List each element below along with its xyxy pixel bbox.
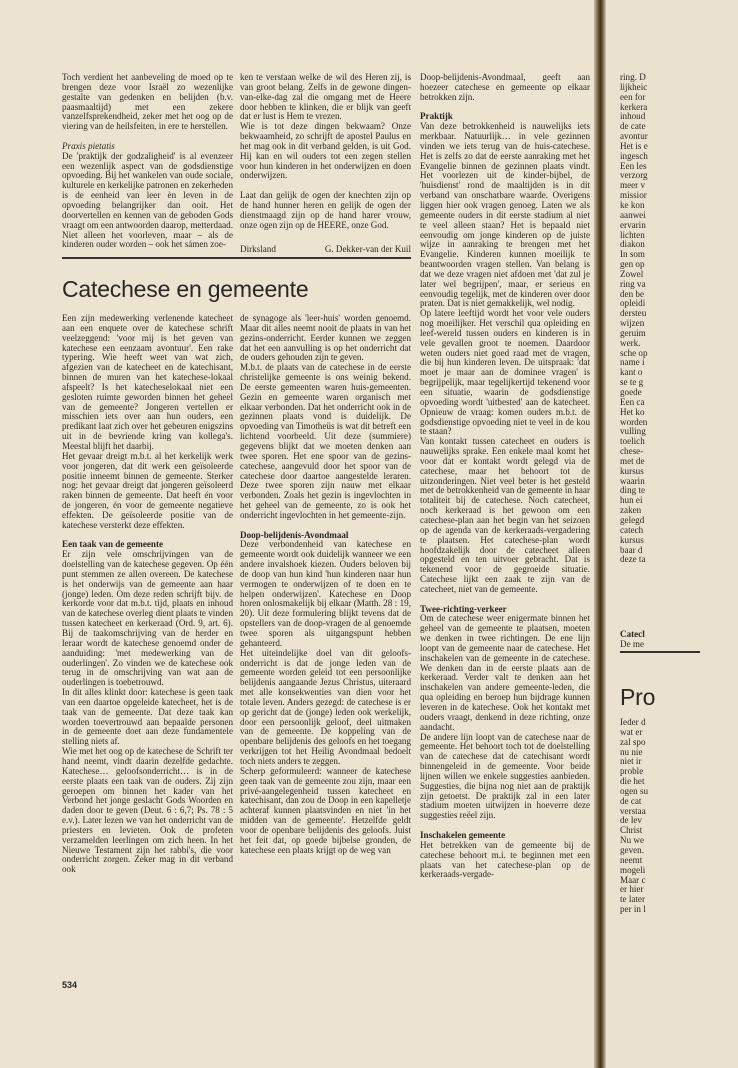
text-line-fragment: zaken (620, 506, 642, 516)
text-line-fragment: werk. (620, 338, 641, 348)
text-line-fragment: sche op (620, 348, 648, 358)
text-line-fragment: die het (620, 777, 645, 787)
article-column-3 (420, 73, 590, 880)
text-line-fragment: chese- (620, 447, 644, 457)
text-line-fragment: er hier (620, 885, 644, 895)
paragraph: Deze verbondenheid van katechese en gemeente wordt ook duidelijk wanneer we een andere invalshoek kiezen. Ouders beloven bij de doop van hun kind 'hun kinderen naar hun vermogen te onderwijzen of te doen en te helpen onderwijzen'. Katechese en Doop horen onlosmakelijk bij elkaar (Matth. 28 : 19, 20). Uit deze formulering blijkt tevens dat de opstellers van de doop-vragen de al genoemde twee sporen als uitgangspunt hebben gehanteerd. (240, 539, 411, 648)
text-line-fragment: den be (620, 289, 644, 299)
book-binding (594, 0, 606, 1068)
signature-place: Dirksland (240, 244, 276, 254)
text-line-fragment: kursus (620, 535, 644, 545)
paragraph: Op latere leeftijd wordt het voor vele ouders nog moeilijker. Het verschil qua opleiding en leef-wereld tussen ouders en kinderen is in vele gevallen groot te noemen. Daardoor weten ouders niet goed raad met de vragen, die bij hun kinderen leven. De uitspraak: 'dat moet je maar aan de dominee vragen' is begrijpelijk, maar tegelijkertijd tekenend voor een situatie, waarin de godsdienstige opvoeding wordt 'uitbested' aan de katecheet. Opnieuw de vraag: komen ouders m.b.t. de godsdienstige opvoeding niet te veel in de kou te staan? (420, 308, 590, 437)
paragraph: Van deze betrokkenheid is nauwelijks iets merkbaar. Natuurlijk… in vele gezinnen vinden we iets terug van de huis-catechese. Het is zelfs zo dat de eerste aanraking met het Evangelie binnen de gezinnen plaats vindt. Het voorlezen uit de kinder-bijbel, de 'huisdienst' rond de maaltijden is in dit verband van onschatbare waarde. Overigens liggen hier ook vragen genoeg. Laten we als gemeente ouders in dit eerste stadium al niet te veel alleen staan? Het is bepaald niet eenvoudig om jonge kinderen op de juiste wijze in aanraking te brengen met het Evangelie. Kinderen kunnen moeilijk te beantwoorden vragen stellen. Van belang is dat we deze vragen niet afdoen met 'dat zul je later wel begrijpen', maar, er serieus en eenvoudig tegelijk, met de kinderen over door praten. Dat is niet gemakkelijk, wel nodig. (420, 121, 590, 309)
section-heading: Doop-belijdenis-Avondmaal (240, 529, 349, 540)
text-line-fragment: baar d (620, 545, 643, 555)
text-line-fragment: worden (620, 417, 648, 427)
text-line-fragment: lijkheic (620, 82, 648, 92)
right-page-title-fragment: Pro (620, 684, 656, 710)
paragraph: ken te verstaan welke de wil des Heren zij, is van groot belang. Zelfs in de gewone dingen-van-elke-dag zal die omgang met de Heere door hebben te klinken, die er blijk van geeft dat er lust is Hem te vrezen. (240, 72, 411, 122)
paragraph: Doop-belijdenis-Avondmaal, geeft aan hoezeer catechese en gemeente op elkaar betrokken zijn. (420, 72, 590, 102)
text-line-fragment: toelich (620, 437, 645, 447)
paragraph: de synagoge als 'leer-huis' worden genoemd. Maar dit alles neemt nooit de plaats in van het gezins-onderricht. Eerder kunnen we zeggen dat het een aanvulling is op het onderricht dat de ouders gehouden zijn te geven. (240, 313, 411, 363)
text-line-fragment: catech (620, 525, 644, 535)
text-line-fragment: neemt (620, 855, 643, 865)
text-line-fragment: wijzen (620, 319, 645, 329)
paragraph: Het betrekken van de gemeente bij de catechese behoort m.i. te beginnen met een plaats van het catechese-plan op de kerkeraads-vergade- (420, 839, 590, 880)
paragraph: Wie is tot deze dingen bekwaam? Onze bekwaamheid, zo schrijft de apostel Paulus en het mag ook in dit verband gelden, is uit God. Hij kan en wil ouders tot een zegen stellen voor hun kinderen in het onderwijzen en doen onderwijzen. (240, 121, 411, 181)
paragraph: Wie met het oog op de katechese de Schrift ter hand neemt, vindt daarin dezelfde gedachte. Katechese… geloofsonderricht… is in de eerste plaats een taak van de ouders. Zij zijn geroepen om binnen het kader van het Verbond het jonge geslacht Gods Woorden en daden door te geven (Deut. 6 : 6,7; Ps. 78 : 5 e.v.). Later lezen we van het onderricht van de priesters en levieten. Ook de profeten verzamelden leerlingen om zich heen. In het Nieuwe Testament zijn het rabbi's, die voor onderricht zorgen. Zeker mag in dit verband ook (62, 746, 233, 875)
text-line-fragment: proble (620, 767, 644, 777)
article-column-1 (62, 314, 233, 875)
section-heading: Een taak van de gemeente (62, 539, 164, 550)
text-line-fragment: ingesch (620, 151, 648, 161)
text-line-fragment: geven. (620, 845, 644, 855)
text-line-fragment: kant o (620, 368, 643, 378)
signature-author: G. Dekker-van der Kuil (324, 244, 411, 254)
text-line-fragment: opleidi (620, 299, 646, 309)
article-column-2 (240, 314, 411, 855)
section-heading: Praxis pietatis (62, 140, 115, 151)
text-line-fragment: diakon (620, 240, 645, 250)
text-line-fragment: In som (620, 250, 646, 260)
text-line-fragment: Maar c (620, 875, 646, 885)
text-line-fragment: goede (620, 388, 642, 397)
text-line-fragment: Een les (620, 161, 647, 171)
text-line-fragment: zal spo (620, 737, 646, 747)
text-line-fragment: Een ca (620, 397, 645, 407)
right-page-bottom-fragment (620, 718, 695, 915)
section-divider (62, 257, 411, 259)
text-line-fragment: Het ko (620, 407, 645, 417)
text-line-fragment: met de (620, 456, 645, 466)
text-line-fragment: ke kon (620, 200, 645, 210)
text-line-fragment: Zowel (620, 269, 644, 279)
section-heading: Twee-richting-verkeer (420, 603, 507, 614)
text-line-fragment: Ieder d (620, 718, 646, 727)
signature (240, 245, 411, 255)
section-heading: Inschakelen gemeente (420, 829, 506, 840)
text-line-fragment: nu nie (620, 747, 643, 757)
text-line-fragment: ding te (620, 486, 646, 496)
text-line-fragment: ring va (620, 279, 646, 289)
paragraph: Scherp geformuleerd: wanneer de katechese geen taak van de gemeente zou zijn, maar een privé-aangelegenheid tussen katecheet en katechisant, dan zou de Doop in een kapelletje achteraf kunnen plaatsvinden en niet 'in het midden van de gemeente'. Hetzelfde geldt voor de openbare belijdenis des geloofs. Juist het feit dat, op goede bijbelse gronden, de katechese een plaats krijgt op de weg van (240, 765, 411, 855)
text-line-fragment: de cat (620, 796, 642, 806)
text-line-fragment: geruim (620, 328, 646, 338)
paragraph-gap (240, 231, 411, 241)
subheading-line-fragment: De me (620, 639, 644, 649)
subheading-fragment: Catecl (620, 630, 645, 639)
text-line-fragment: gen op (620, 260, 645, 270)
paragraph: Het gevaar dreigt m.b.t. al het kerkelijk werk voor jongeren, dat dit werk een geïsoleerde positie inneemt binnen de gemeente. Sterker nog: het gevaar dreigt dat jongeren geïsoleerd raken binnen de gemeente. Dat heeft én voor de jongeren, én voor de gemeente negatieve effekten. De geïsoleerde positie van de katechese versterkt deze effekten. (62, 450, 233, 530)
text-line-fragment: se te g (620, 378, 644, 388)
text-line-fragment: Het is e (620, 141, 648, 151)
paragraph: In dit alles klinkt door: katechese is geen taak van een daartoe opgeleide katecheet, het is de taak van de gemeente. Dat deze taak kan worden toevertrouwd aan bepaalde personen in de gemeente doet aan deze fundamentele stelling niets af. (62, 687, 233, 747)
text-line-fragment: een for (620, 92, 646, 102)
text-line-fragment: Christ (620, 826, 643, 836)
text-line-fragment: inhoud (620, 112, 646, 122)
text-line-fragment: lichten (620, 230, 645, 240)
paragraph: Laat dan gelijk de ogen der knechten zijn op de hand hunner heren en gelijk de ogen der dienstmaagd zijn op de hand harer vrouw, onze ogen zijn op de HEERE, onze God. (240, 190, 411, 230)
paragraph: Om de catechese weer enigermate binnen het geheel van de gemeente te plaatsen, moeten we denken in twee richtingen. De ene lijn loopt van de gemeente naar de catechese. Het inschakelen van de gemeente in de catechese. We denken dan in de eerste plaats aan de kerkeraad. Verder valt te denken aan het inschakelen van andere gemeente-leden, die qua opleiding en beroep hun bijdrage kunnen leveren in de katechese. Ook het kontakt met ouders vraagt, denkend in deze richting, onze aandacht. (420, 613, 590, 732)
text-line-fragment: avontur (620, 132, 648, 142)
text-line-fragment: meer v (620, 181, 645, 191)
text-line-fragment: niet ir (620, 757, 642, 767)
text-line-fragment: de lev (620, 816, 642, 826)
paragraph: Van kontakt tussen catecheet en ouders is nauwelijks sprake. Een enkele maal komt het voor dat er kontakt wordt gelegd via de catechese, maar het behoort tot de uitzonderingen. Niet veel beter is het gesteld met de betrokkenheid van de gemeente in haar totaliteit bij de catechese. Noch catecheet, noch kerkeraad is het gewoon om een catechese-plan aan het begin van het seizoen op de agenda van de kerkeraads-vergadering te plaatsen. Het catechese-plan wordt hoofdzakelijk door de catecheet alleen opgesteld en ten uitvoer gebracht. Dat is tekenend voor de gegroeide situatie. Catechese lijkt een zaak te zijn van de catecheet, niet van de gemeente. (420, 436, 590, 594)
text-line-fragment: waarin (620, 476, 645, 486)
text-line-fragment: kursus (620, 466, 644, 476)
text-line-fragment: name i (620, 358, 645, 368)
text-line-fragment: te later (620, 895, 645, 905)
paragraph: M.b.t. de plaats van de catechese in de eerste christelijke gemeente is ons weinig bekend. De eerste gemeenten waren huis-gemeenten. Gezin en gemeente waren organisch met elkaar verbonden. Dat het onderricht ook in de gezinnen plaats vond is duidelijk. De opvoeding van Timotheüs is wat dit betreft een lichtend voorbeeld. Uit deze (summiere) gegevens blijkt dat we moeten denken aan twee sporen. Het ene spoor van de gezins-catechese, aangevuld door het spoor van de catechese door daartoe aangestelde leraren. Deze twee sporen zijn nauw met elkaar verbonden. Zoals het gezin is ingevlochten in het geheel van de gemeente, zo is ook het onderricht ingevlochten in het gemeente-zijn. (240, 362, 411, 520)
text-line-fragment: ervarin (620, 220, 646, 230)
section-heading: Praktijk (420, 111, 453, 122)
page-number: 534 (62, 980, 78, 990)
text-line-fragment: hun ei (620, 496, 643, 506)
paragraph: Het uiteindelijke doel van dit geloofs-onderricht is dat de jonge leden van de gemeente worden geleid tot een persoonlijke belijdenis aangaande Jezus Christus, uiteraard met alle konsekwenties van dien voor het totale leven. Anders gezegd: de catechese is er op gericht dat de (jonge) leden ook werkelijk, door een persoonlijk geloof, deel uitmaken van de gemeente. De koppeling van de openbare belijdenis des geloofs en het toegang verkrijgen tot het Heilig Avondmaal bedoelt toch niets anders te zeggen. (240, 647, 411, 766)
paragraph: De 'praktijk der godzaligheid' is al evenzeer een wezenlijk aspect van de godsdienstige opvoeding. Bij het wankelen van oude sociale, kulturele en kerkelijke patronen en zekerheden is de eenheid van leer èn leven in de opvoeding belangrijker dan ooit. Het doorvertellen en kennen van de geboden Gods vraagt om een antwoorden daarop, metterdaad. Niet alleen het voorleven, maar – als de kinderen ouder worden – ook het sámen zoe- (62, 150, 233, 250)
intro-column-2 (240, 73, 411, 240)
paragraph: De andere lijn loopt van de catechese naar de gemeente. Het behoort toch tot de doelstelling van de catechese dat de catechisant wordt binnengeleid in de gemeente. Voor beide lijnen willen we enkele suggesties aanbieden. Suggesties, die bijna nog niet aan de praktijk zijn getoetst. De praktijk zal in een later stadium moeten uitwijzen in hoeverre deze suggesties reëel zijn. (420, 731, 590, 821)
text-line-fragment: deze ta (620, 555, 646, 565)
paragraph: Een zijn medewerking verlenende katecheet aan een enquete over de katechese schrift veelzeggend: 'voor mij is het geven van katechese een eenzaam avontuur'. Een rake typering. Wie heeft weet van wat zich, afgezien van de katecheet en de katechisant, binnen de muren van het katechese-lokaal afspeelt? Is het katecheselokaal niet een gesloten ruimte geworden binnen het geheel van de gemeente? Jongeren vertellen er misschien iets over aan hun ouders, een predikant laat zich over het gebeuren enigszins uit in de bevriende kring van kollega's. Meestal blijft het daarbij. (62, 313, 233, 451)
text-line-fragment: verstaa (620, 806, 646, 816)
article-title: Catechese en gemeente (62, 276, 309, 302)
text-line-fragment: aanwei (620, 210, 646, 220)
right-page-divider (620, 651, 700, 653)
text-line-fragment: vulling (620, 427, 646, 437)
text-line-fragment: wat er (620, 727, 643, 737)
right-page-subheading (620, 630, 695, 650)
text-line-fragment: gelegd (620, 515, 645, 525)
text-line-fragment: per in l (620, 905, 646, 915)
paragraph: Er zijn vele omschrijvingen van de doelstelling van de katechese gegeven. Op één punt stemmen ze allen overeen. De katechese is het onderwijs van de gemeente aan haar (jonge) leden. Om deze reden schrijft bijv. de kerkorde voor dat m.b.t. tijd, plaats en inhoud van de katechese overleg dient plaats te vinden tussen katecheet en kerkeraad (Ord. 9, art. 6). Bij de taakomschrijving van de herder en leraar wordt de katechese genoemd onder de aanduiding: 'met medewerking van de ouderlingen'. Zo vinden we de katechese ook terug in de omschrijving van wat aan de ouderlingen is toebetrouwd. (62, 549, 233, 688)
text-line-fragment: ogen su (620, 786, 649, 796)
text-line-fragment: mogeli (620, 865, 646, 875)
text-line-fragment: kerkera (620, 102, 648, 112)
paragraph: Toch verdient het aanbeveling de moed op te brengen deze voor Israël zo wezenlijke gestalte van gedenken en belijden (b.v. paasmaaltijd) met een zekere vanzelfsprekendheid, zeker met het oog op de viering van de heilsfeiten, in ere te herstellen. (62, 72, 233, 132)
text-line-fragment: dersteu (620, 309, 647, 319)
text-line-fragment: ring. D (620, 73, 646, 82)
text-line-fragment: de cate (620, 122, 646, 132)
text-line-fragment: Nu we (620, 836, 644, 846)
text-line-fragment: missior (620, 191, 647, 201)
text-line-fragment: verzorg (620, 171, 648, 181)
intro-column-1 (62, 73, 233, 250)
right-page-column-fragment (620, 73, 695, 565)
